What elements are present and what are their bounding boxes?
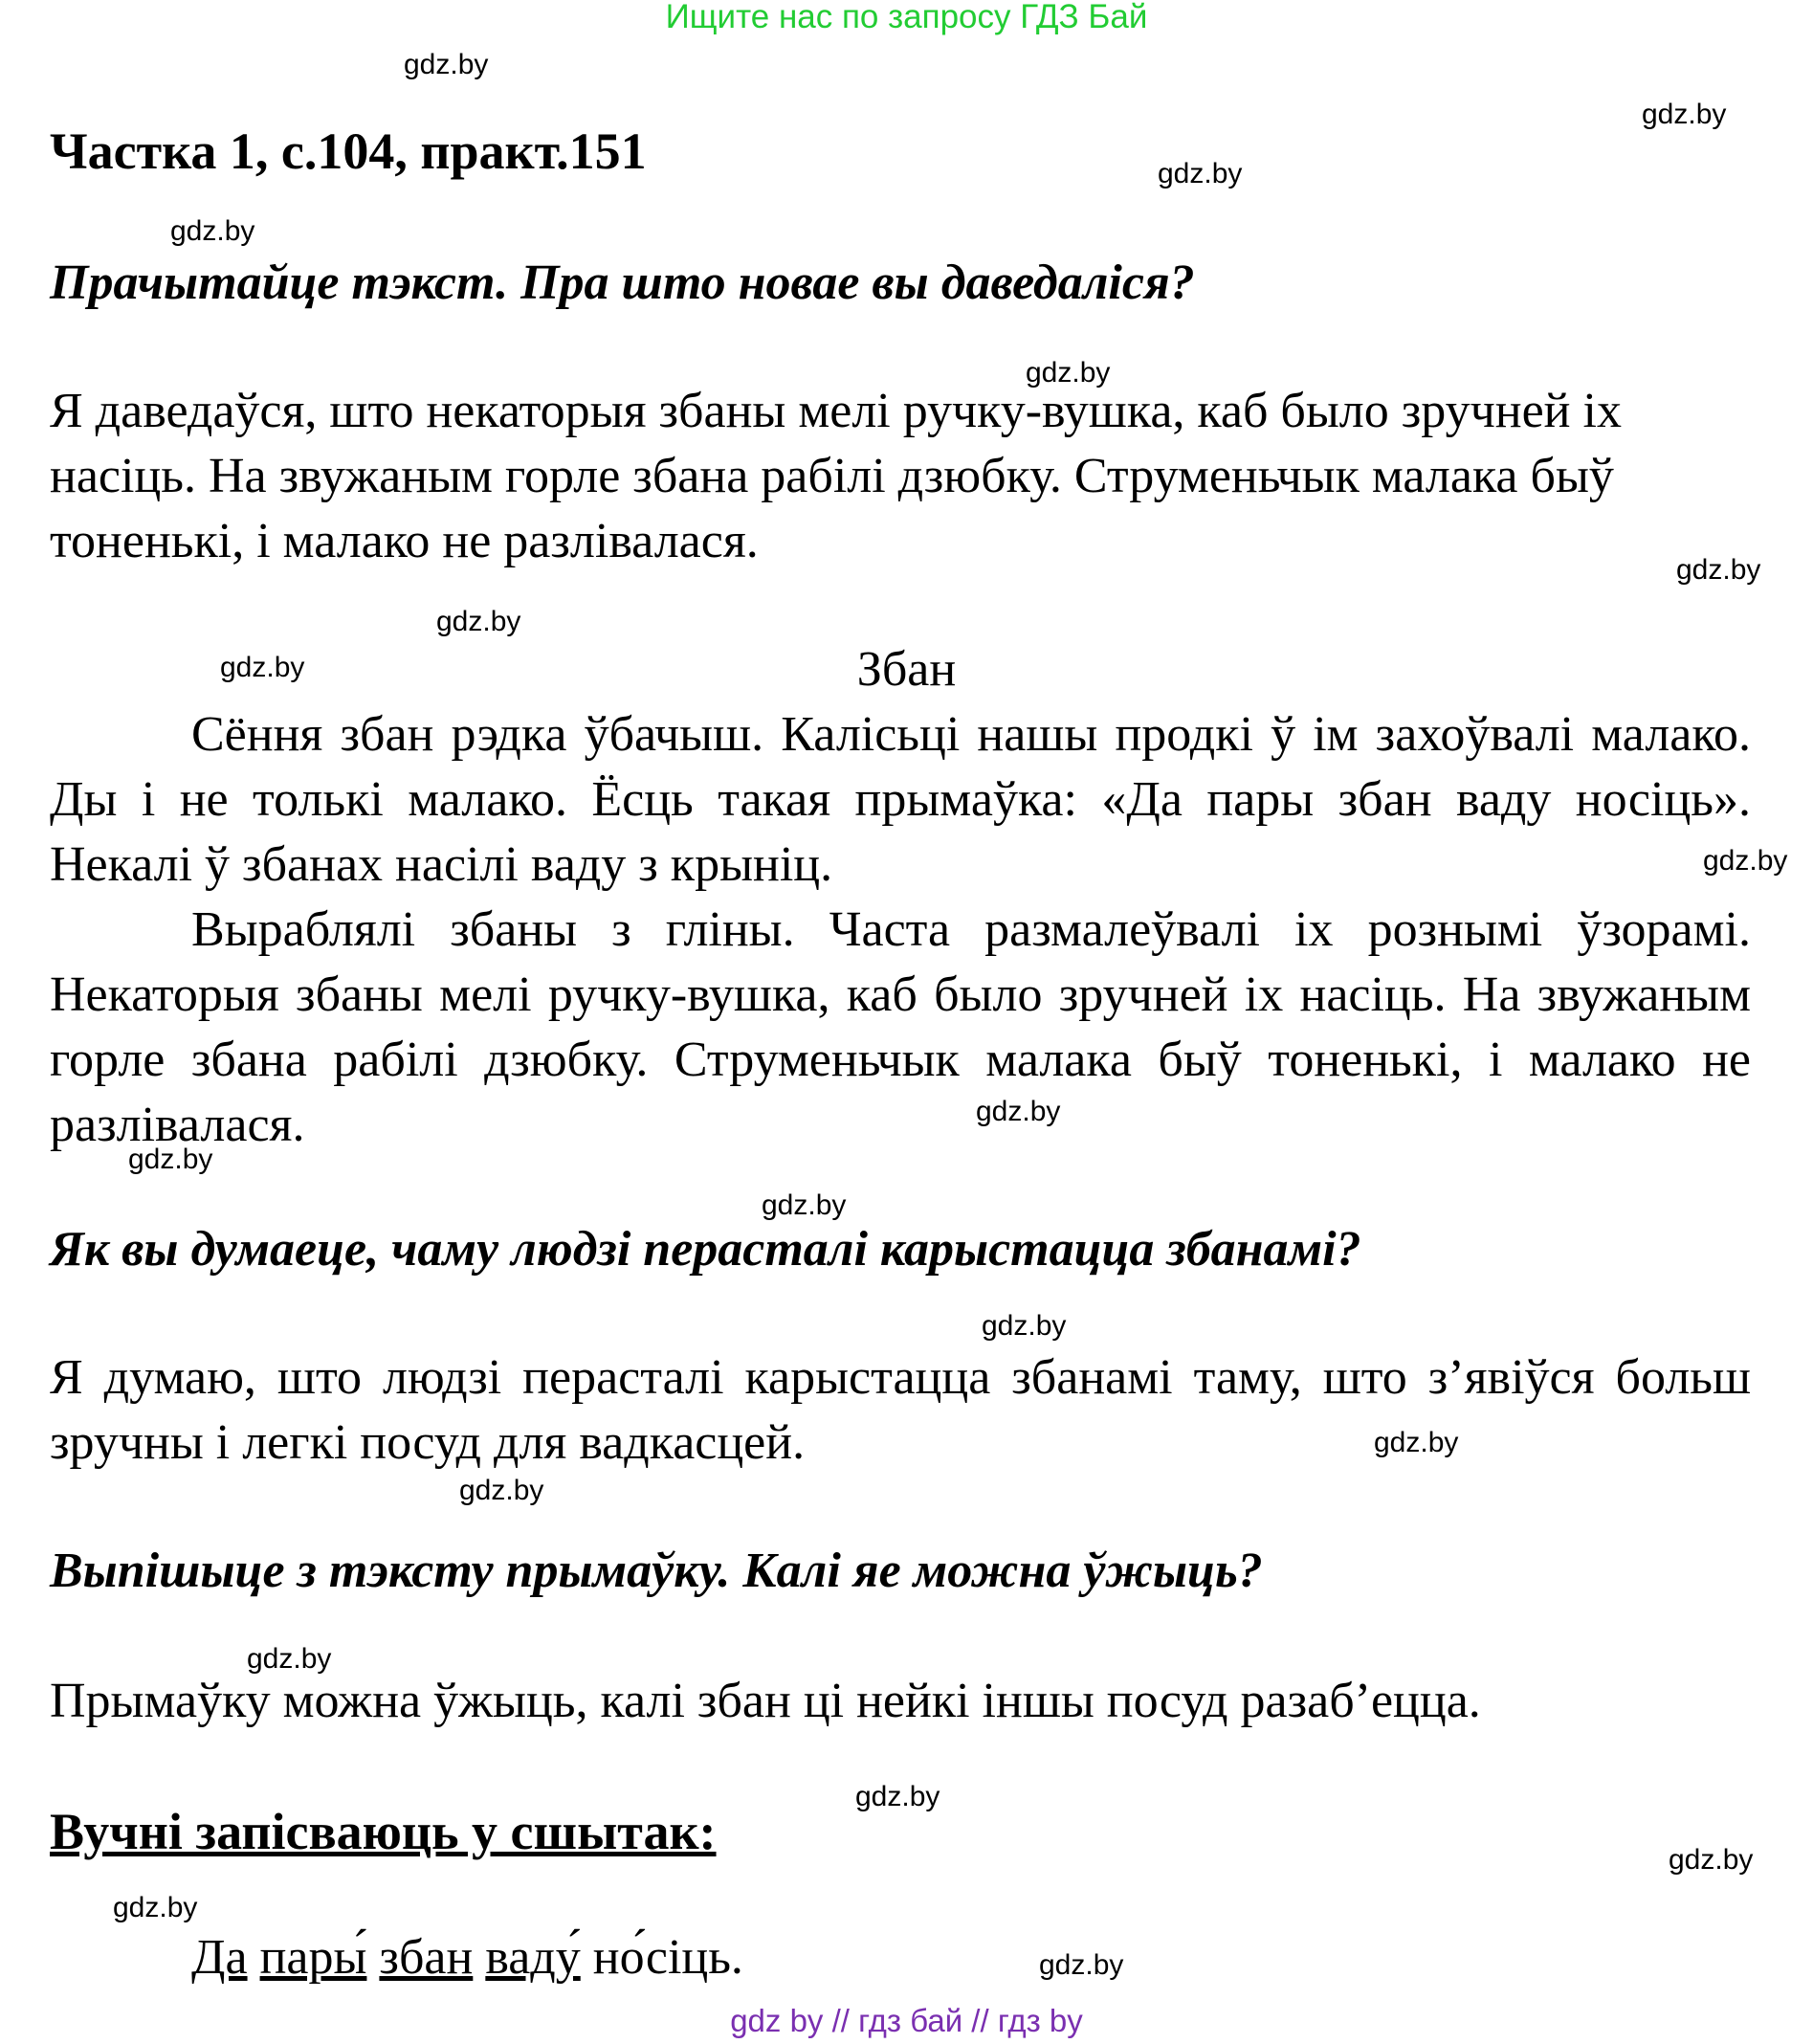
watermark: gdz.by xyxy=(128,1144,213,1175)
answer-3: Прымаўку можна ўжыць, калі збан ці нейкі іншы посуд разаб’ецца. xyxy=(50,1674,1481,1728)
proverb-word-3: збан xyxy=(379,1930,474,1985)
watermark: gdz.by xyxy=(1642,99,1727,130)
watermark: gdz.by xyxy=(1374,1427,1459,1458)
watermark: gdz.by xyxy=(436,606,521,637)
story-paragraph-2: Выраблялі збаны з гліны. Часта размалеўвалі іх рознымі ўзорамі. Некаторыя збаны мелі ручку-вушка, каб было зручней іх насіць. На звужаным горле збана рабілі дзюбку. Струменьчык малака быў тоненькі, і малако не разлівалася. xyxy=(50,902,1751,1152)
watermark: gdz.by xyxy=(459,1475,544,1506)
answer-2: Я думаю, што людзі перасталі карыстацца збанамі таму, што з’явіўся больш зручны і легкі посуд для вадкасцей. xyxy=(50,1350,1751,1470)
answer-1: Я даведаўся, што некаторыя збаны мелі ручку-вушка, каб было зручней іх насіць. На звужаным горле збана рабілі дзюбку. Струменьчык малака быў тоненькі, і малако не разлівалася. xyxy=(50,384,1622,568)
page-title: Частка 1, с.104, практ.151 xyxy=(50,122,647,180)
watermark: gdz.by xyxy=(1026,357,1111,389)
watermark: gdz.by xyxy=(1676,554,1761,586)
watermark: gdz.by xyxy=(1039,1949,1124,1981)
watermark: gdz.by xyxy=(1669,1844,1754,1876)
story-paragraph-1: Сёння збан рэдка ўбачыш. Калісьці нашы продкі ў ім захоўвалі малако. Ды і не толькі малако. Ёсць такая прымаўка: «Да пары збан ваду носіць». Некалі ў збанах насілі ваду з крыніц. xyxy=(50,707,1751,892)
proverb-line xyxy=(191,1925,743,1990)
watermark: gdz.by xyxy=(1158,158,1243,189)
question-2: Як вы думаеце, чаму людзі перасталі карыстацца збанамі? xyxy=(50,1222,1361,1277)
watermark: gdz.by xyxy=(247,1643,332,1675)
top-banner[interactable]: Ищите нас по запросу ГДЗ Бай xyxy=(665,0,1148,35)
watermark: gdz.by xyxy=(404,49,489,80)
story-title: Збан xyxy=(856,642,957,697)
question-3: Выпішыце з тэксту прымаўку. Калі яе можна ўжыць? xyxy=(50,1544,1263,1598)
footer-links[interactable]: gdz by // гдз бай // гдз by xyxy=(730,2003,1083,2038)
question-1: Прачытайце тэкст. Пра што новае вы даведаліся? xyxy=(50,256,1195,310)
watermark: gdz.by xyxy=(762,1189,847,1221)
proverb-word-4: ваду́ xyxy=(485,1930,581,1985)
watermark: gdz.by xyxy=(170,215,255,247)
notebook-heading: Вучні запісваюць у сшытак: xyxy=(50,1803,717,1860)
proverb-word-1: Да xyxy=(191,1930,248,1985)
watermark: gdz.by xyxy=(220,652,305,683)
watermark: gdz.by xyxy=(855,1781,940,1812)
watermark: gdz.by xyxy=(113,1892,198,1923)
proverb-word-5: но́сіць. xyxy=(592,1930,743,1985)
watermark: gdz.by xyxy=(976,1096,1061,1127)
watermark: gdz.by xyxy=(1703,845,1788,877)
proverb-word-2: пары́ xyxy=(259,1930,367,1985)
watermark: gdz.by xyxy=(982,1310,1067,1342)
